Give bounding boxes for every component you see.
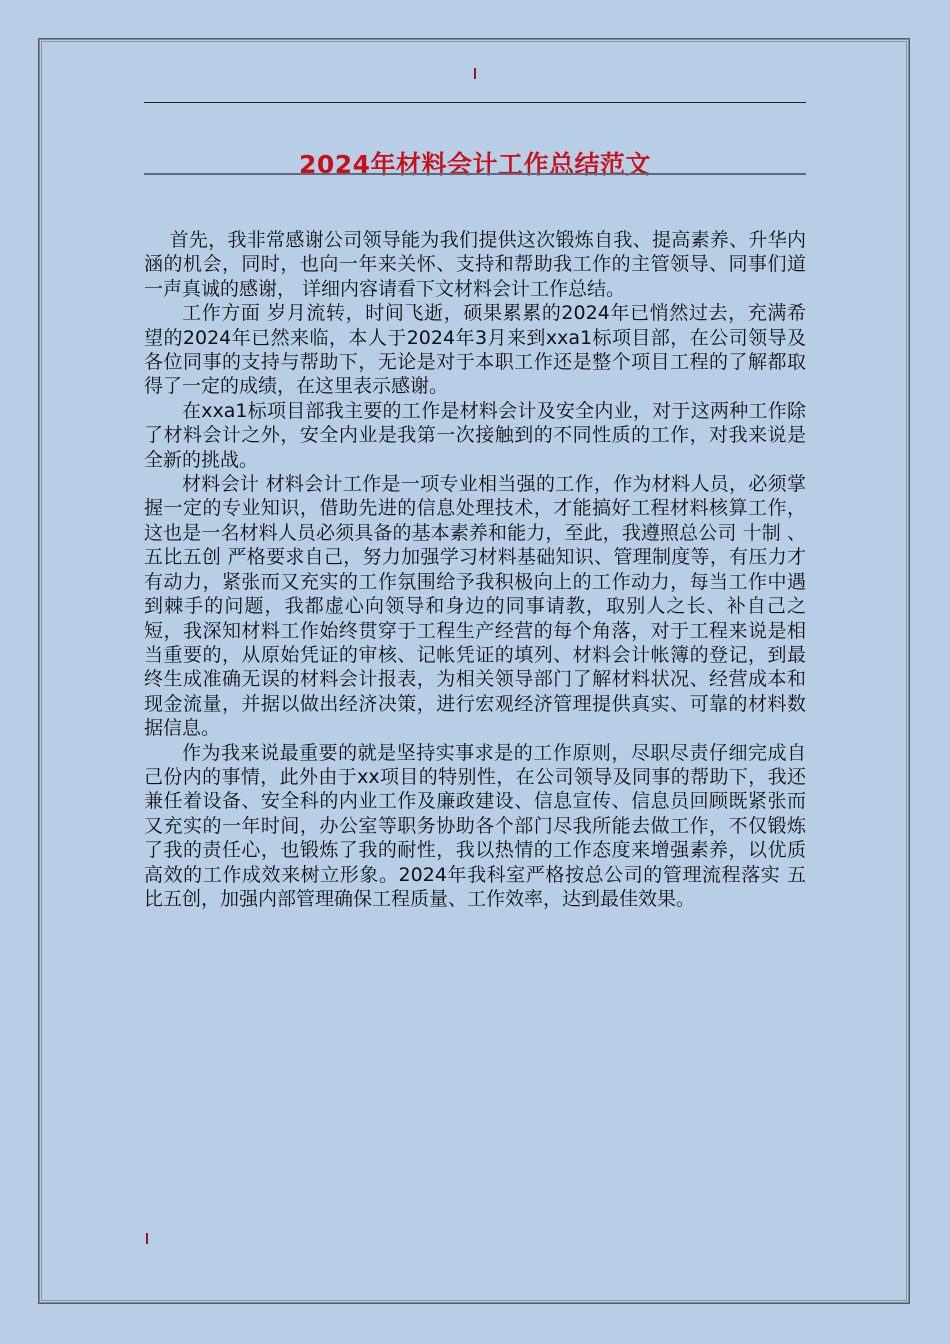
paragraph-work-overview: 工作方面 岁月流转，时间飞逝，硕果累累的2024年已悄然过去，充满希望的2024年已然来临，本人于2024年3月来到xxa1标项目部，在公司领导及各位同事的支持与帮助下，无论是对于本职工作还是整个项目工程的了解都取得了一定的成绩，在这里表示感谢。 [144, 302, 806, 398]
document-body [144, 228, 806, 911]
header-marker [474, 68, 476, 79]
footer-marker [146, 1233, 148, 1244]
paragraph-intro: 首先，我非常感谢公司领导能为我们提供这次锻炼自我、提高素养、升华内涵的机会，同时，也向一年来关怀、支持和帮助我工作的主管领导、同事们道一声真诚的感谢， 详细内容请看下文材料会计工作总结。 [144, 229, 806, 300]
paragraph-material-accounting: 材料会计 材料会计工作是一项专业相当强的工作，作为材料人员，必须掌握一定的专业知识，借助先进的信息处理技术，才能搞好工程材料核算工作，这也是一名材料人员必须具备的基本素养和能力，至此，我遵照总公司 十制 、 五比五创 严格要求自己，努力加强学习材料基础知识、管理制度等，有压力才有动力，紧张而又充实的工作氛围给予我积极向上的工作动力，每当工作中遇到棘手的问题，我都虚心向领导和身边的同事请教，取别人之长、补自己之短，我深知材料工作始终贯穿于工程生产经营的每个角落，对于工程来说是相当重要的，从原始凭证的审核、记帐凭证的填列、材料会计帐簿的登记，到最终生成准确无误的材料会计报表，为相关领导部门了解材料状况、经营成本和现金流量，并据以做出经济决策，进行宏观经济管理提供真实、可靠的材料数据信息。 [144, 473, 806, 740]
document-title: 2024年材料会计工作总结范文 [298, 149, 652, 179]
header-rule [144, 102, 806, 103]
title-rule [144, 173, 806, 175]
paragraph-work-principles: 作为我来说最重要的就是坚持实事求是的工作原则，尽职尽责仔细完成自己份内的事情，此外由于xx项目的特别性，在公司领导及同事的帮助下，我还兼任着设备、安全科的内业工作及廉政建设、信息宣传、信息员回顾既紧张而又充实的一年时间，办公室等职务协助各个部门尽我所能去做工作，不仅锻炼了我的责任心，也锻炼了我的耐性，我以热情的工作态度来增强素养，以优质高效的工作成效来树立形象。2024年我科室严格按总公司的管理流程落实 五比五创，加强内部管理确保工程质量、工作效率，达到最佳效果。 [144, 741, 806, 910]
paragraph-responsibilities: 在xxa1标项目部我主要的工作是材料会计及安全内业，对于这两种工作除了材料会计之外，安全内业是我第一次接触到的不同性质的工作，对我来说是全新的挑战。 [144, 399, 806, 471]
